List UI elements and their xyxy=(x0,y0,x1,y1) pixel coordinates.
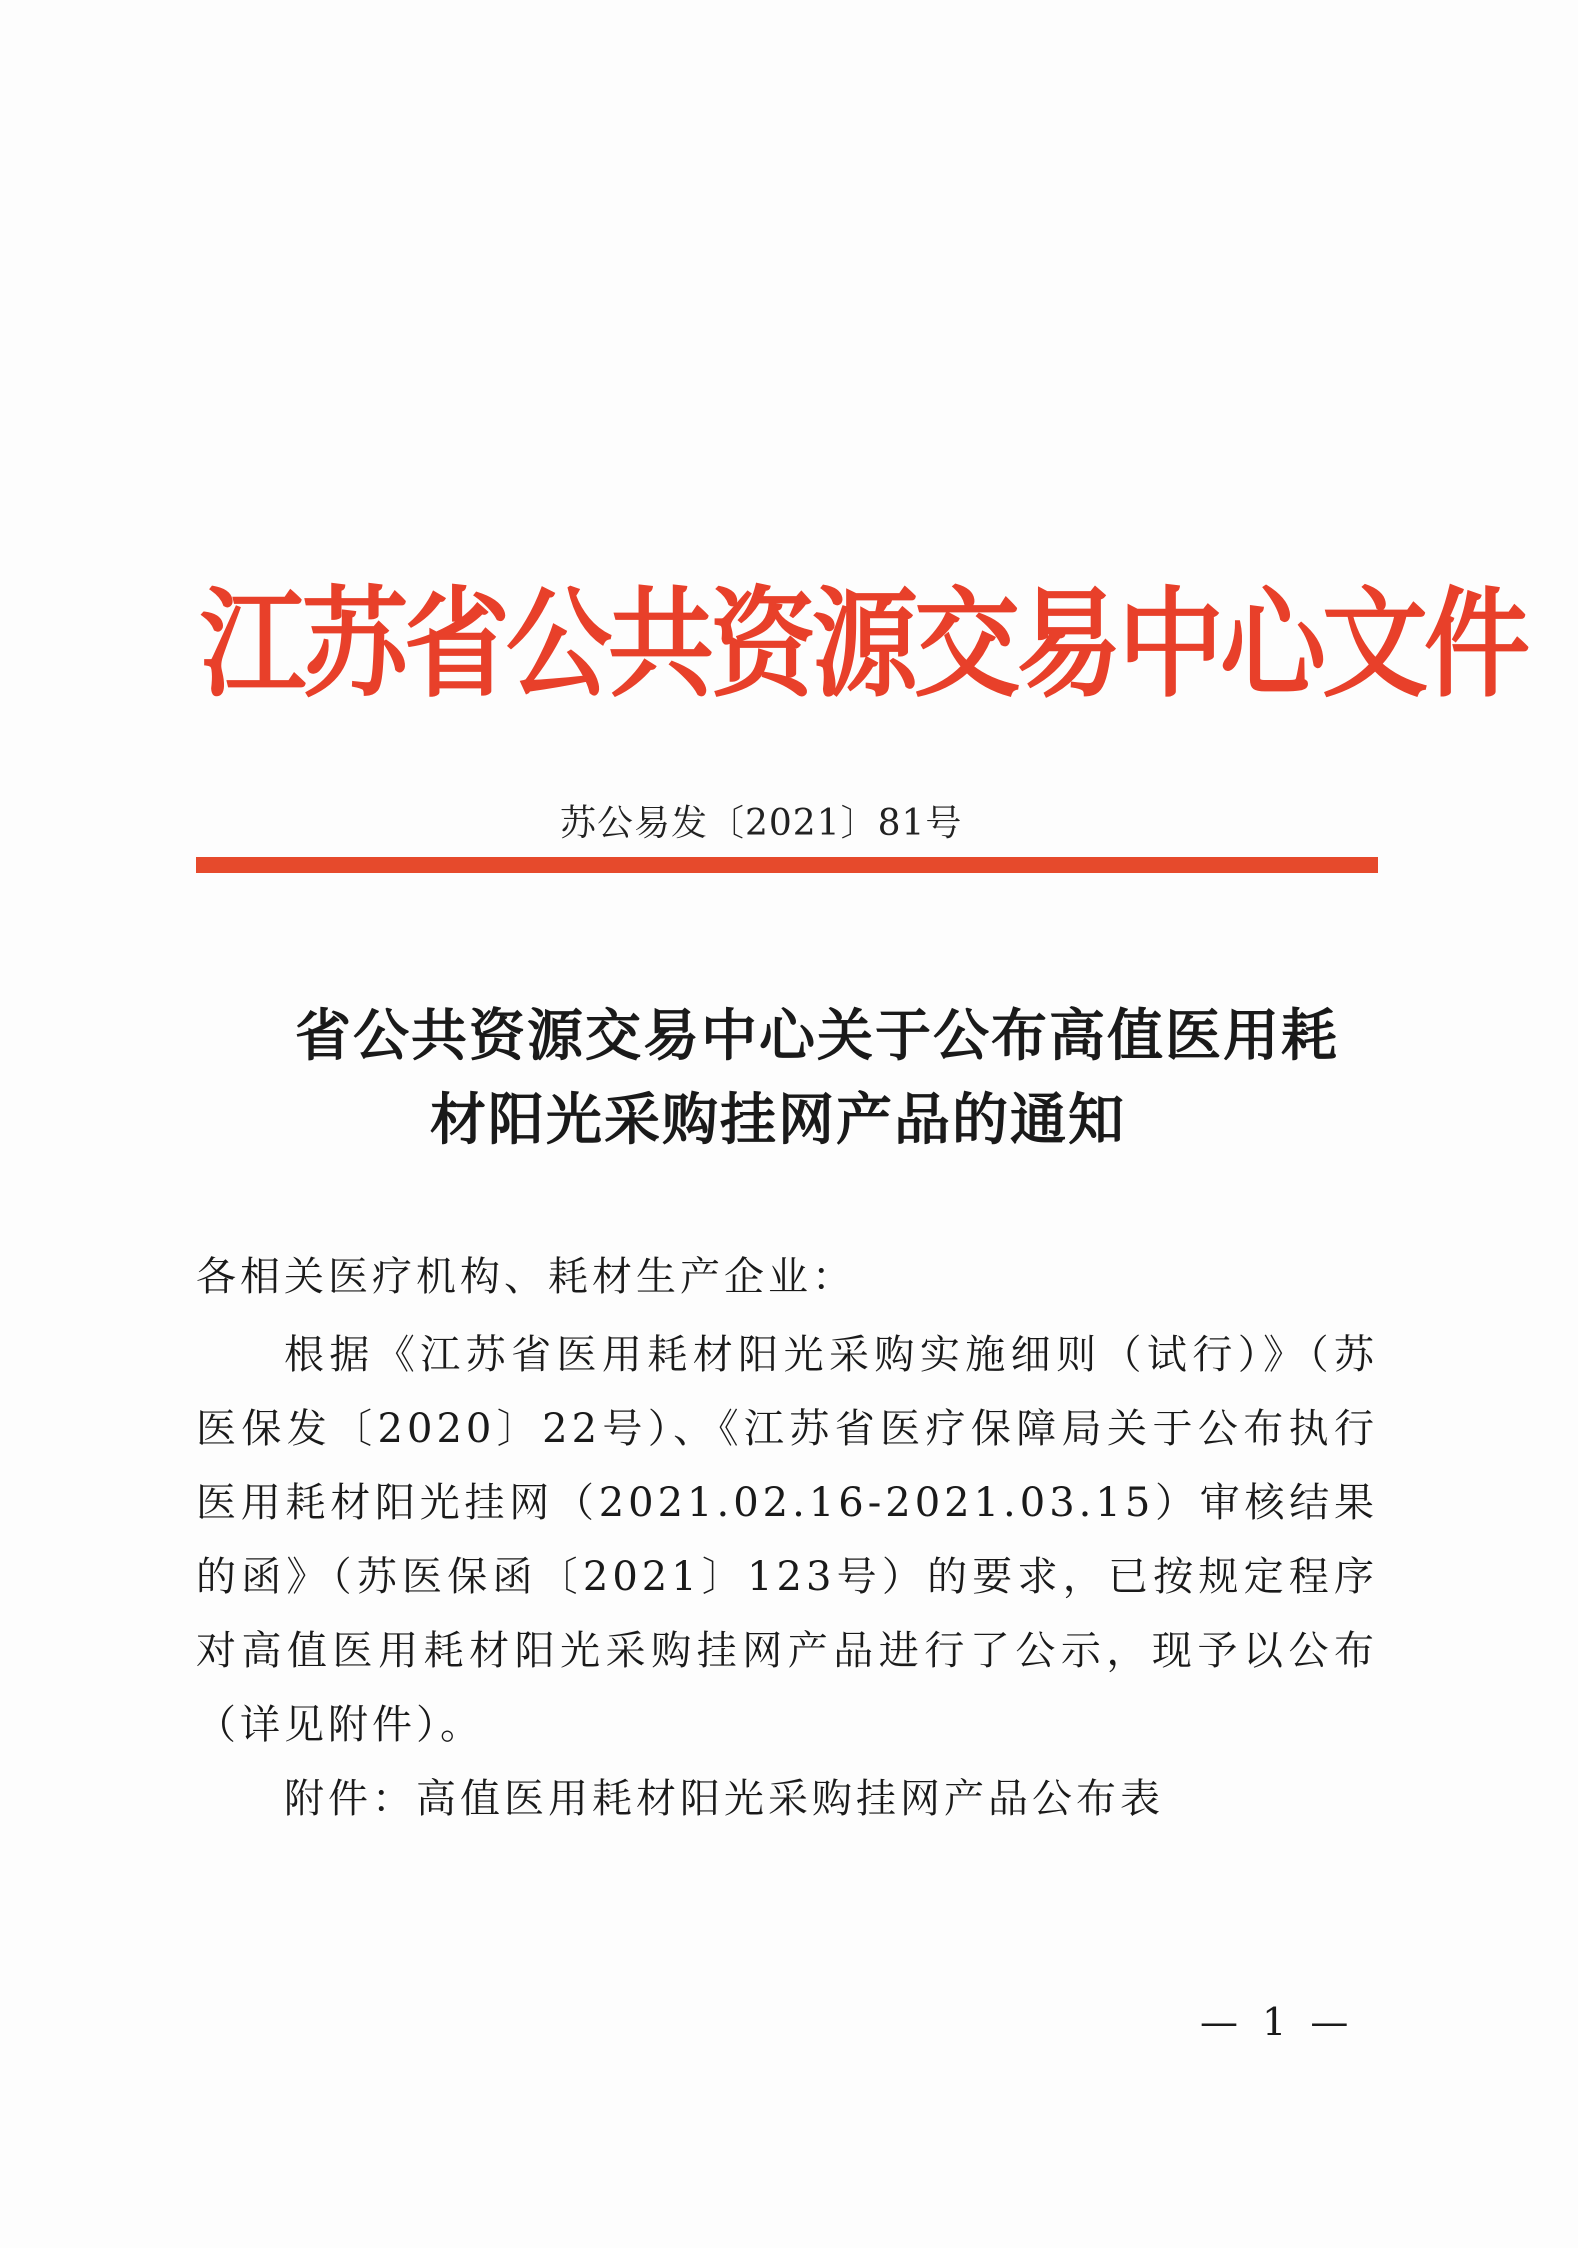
red-divider-line xyxy=(196,857,1378,873)
attachment-line: 附件：高值医用耗材阳光采购挂网产品公布表 xyxy=(284,1776,1164,1822)
page-number: — 1 — xyxy=(1200,2000,1355,2044)
body-paragraph: 根据《江苏省医用耗材阳光采购实施细则（试行）》（苏医保发〔2020〕22号）、《江苏省医疗保障局关于公布执行医用耗材阳光挂网（2021.02.16-2021.03.15）审核结果的函》（苏医保函〔2021〕123号）的要求，已按规定程序对高值医用耗材阳光采购挂网产品进行了公示，现予以公布（详见附件）。 xyxy=(196,1332,1378,1748)
notice-title xyxy=(295,995,1375,1163)
notice-title-line-1: 省公共资源交易中心关于公布高值医用耗 xyxy=(295,1004,1339,1069)
notice-title-line-2: 材阳光采购挂网产品的通知 xyxy=(430,1088,1126,1153)
issuing-authority-title: 江苏省公共资源交易中心文件 xyxy=(200,575,1526,714)
document-number: 苏公易发〔2021〕81号 xyxy=(560,803,963,844)
salutation: 各相关医疗机构、耗材生产企业： xyxy=(196,1254,856,1300)
